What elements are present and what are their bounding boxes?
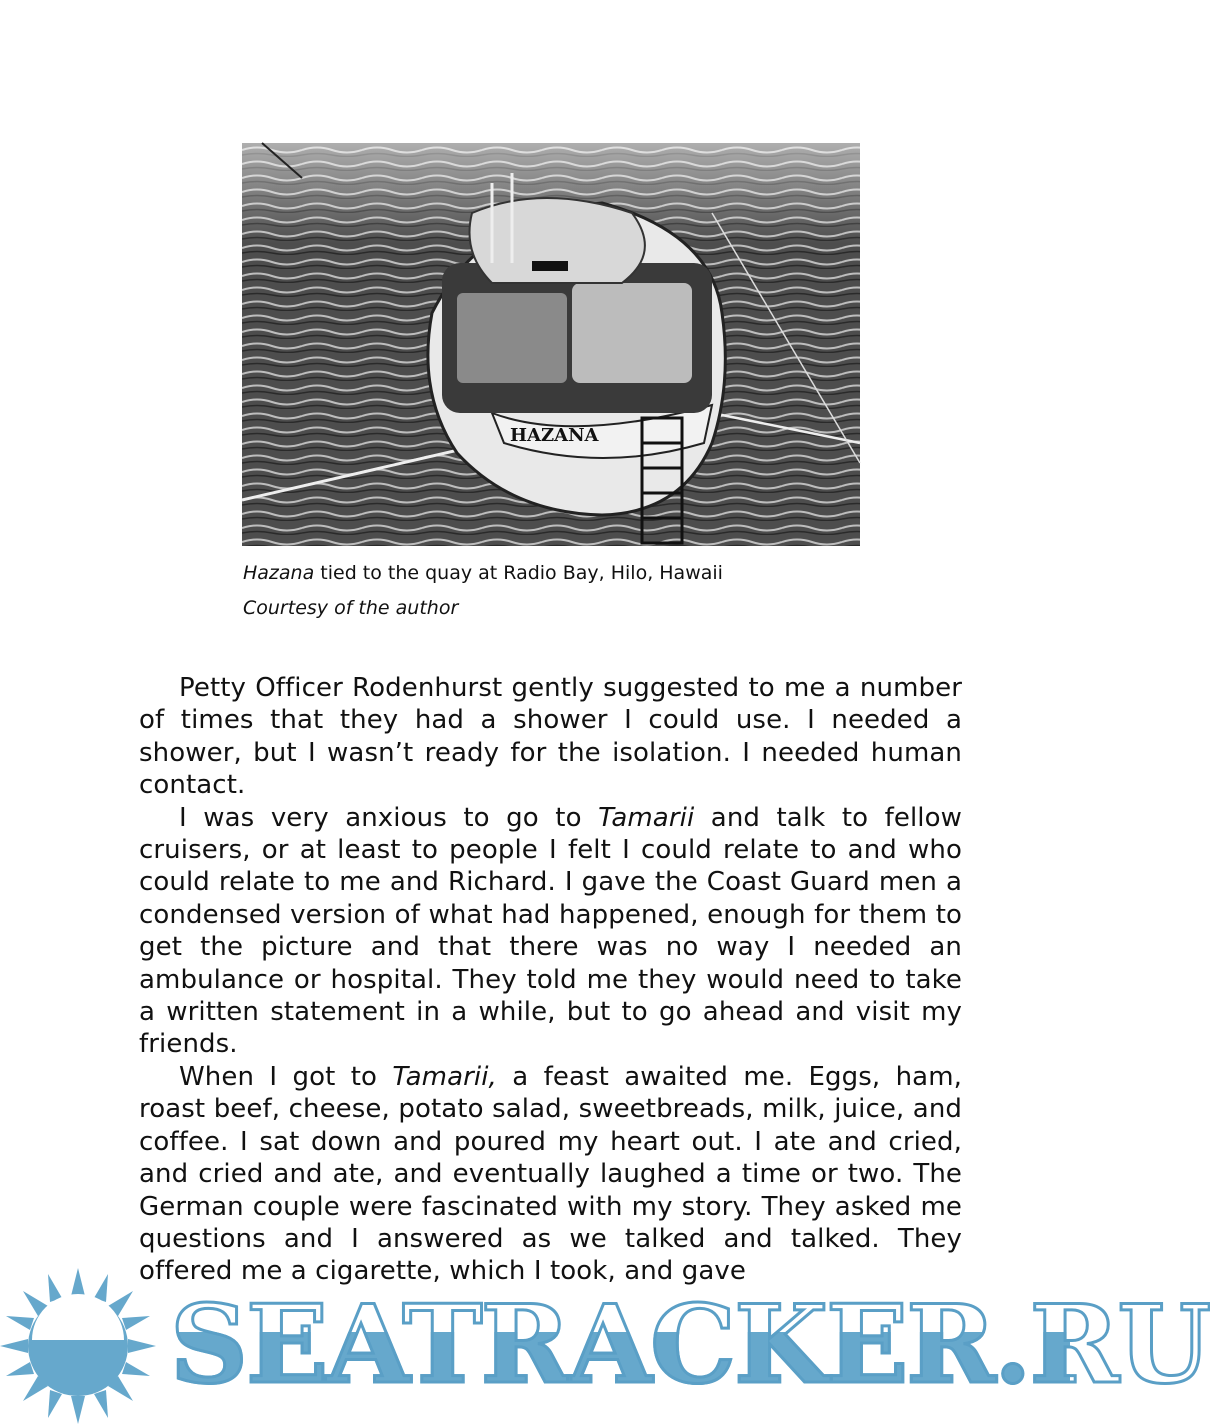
watermark-text: SEATRACKER.RU (170, 1282, 1210, 1408)
boat-name-text: HAZANA (510, 425, 599, 446)
paragraph-3-boat-name: Tamarii, (392, 1061, 497, 1092)
paragraph-1: Petty Officer Rodenhurst gently suggested to me a number of times that they had a shower I could use. I needed a shower, but I wasn’t ready for the isolation. I needed human contact. (139, 673, 962, 801)
paragraph-2-boat-name: Tamarii (598, 802, 695, 833)
paragraph-2-start: I was very anxious to go to (179, 802, 599, 833)
body-text (139, 672, 962, 1288)
paragraph-3-rest: a feast awaited me. Eggs, ham, roast beef, cheese, potato salad, sweetbreads, milk, juice, and coffee. I sat down and poured my heart out. I ate and cried, and cried and ate, and eventually laughed a time or two. The German couple were fascinated with my story. They asked me questions and I answered as we talked and talked. They offered me a cigarette, which I took, and gave (139, 1061, 963, 1287)
caption-boat-name: Hazana (243, 562, 315, 584)
caption-location: tied to the quay at Radio Bay, Hilo, Hawaii (314, 562, 723, 584)
paragraph-2 (139, 802, 962, 1061)
boat-photo (242, 143, 860, 546)
paragraph-2-rest: and talk to fellow cruisers, or at least to people I felt I could relate to and who could relate to me and Richard. I gave the Coast Guard men a condensed version of what had happened, enough for them to get the picture and that there was no way I needed an ambulance or hospital. They told me they would need to take a written statement in a while, but to go ahead and visit my friends. (139, 802, 963, 1060)
boat-photo-image (242, 143, 860, 546)
paragraph-3-start: When I got to (179, 1061, 393, 1092)
photo-caption (243, 562, 723, 584)
paragraph-3 (139, 1061, 962, 1288)
photo-credit: Courtesy of the author (243, 597, 459, 619)
